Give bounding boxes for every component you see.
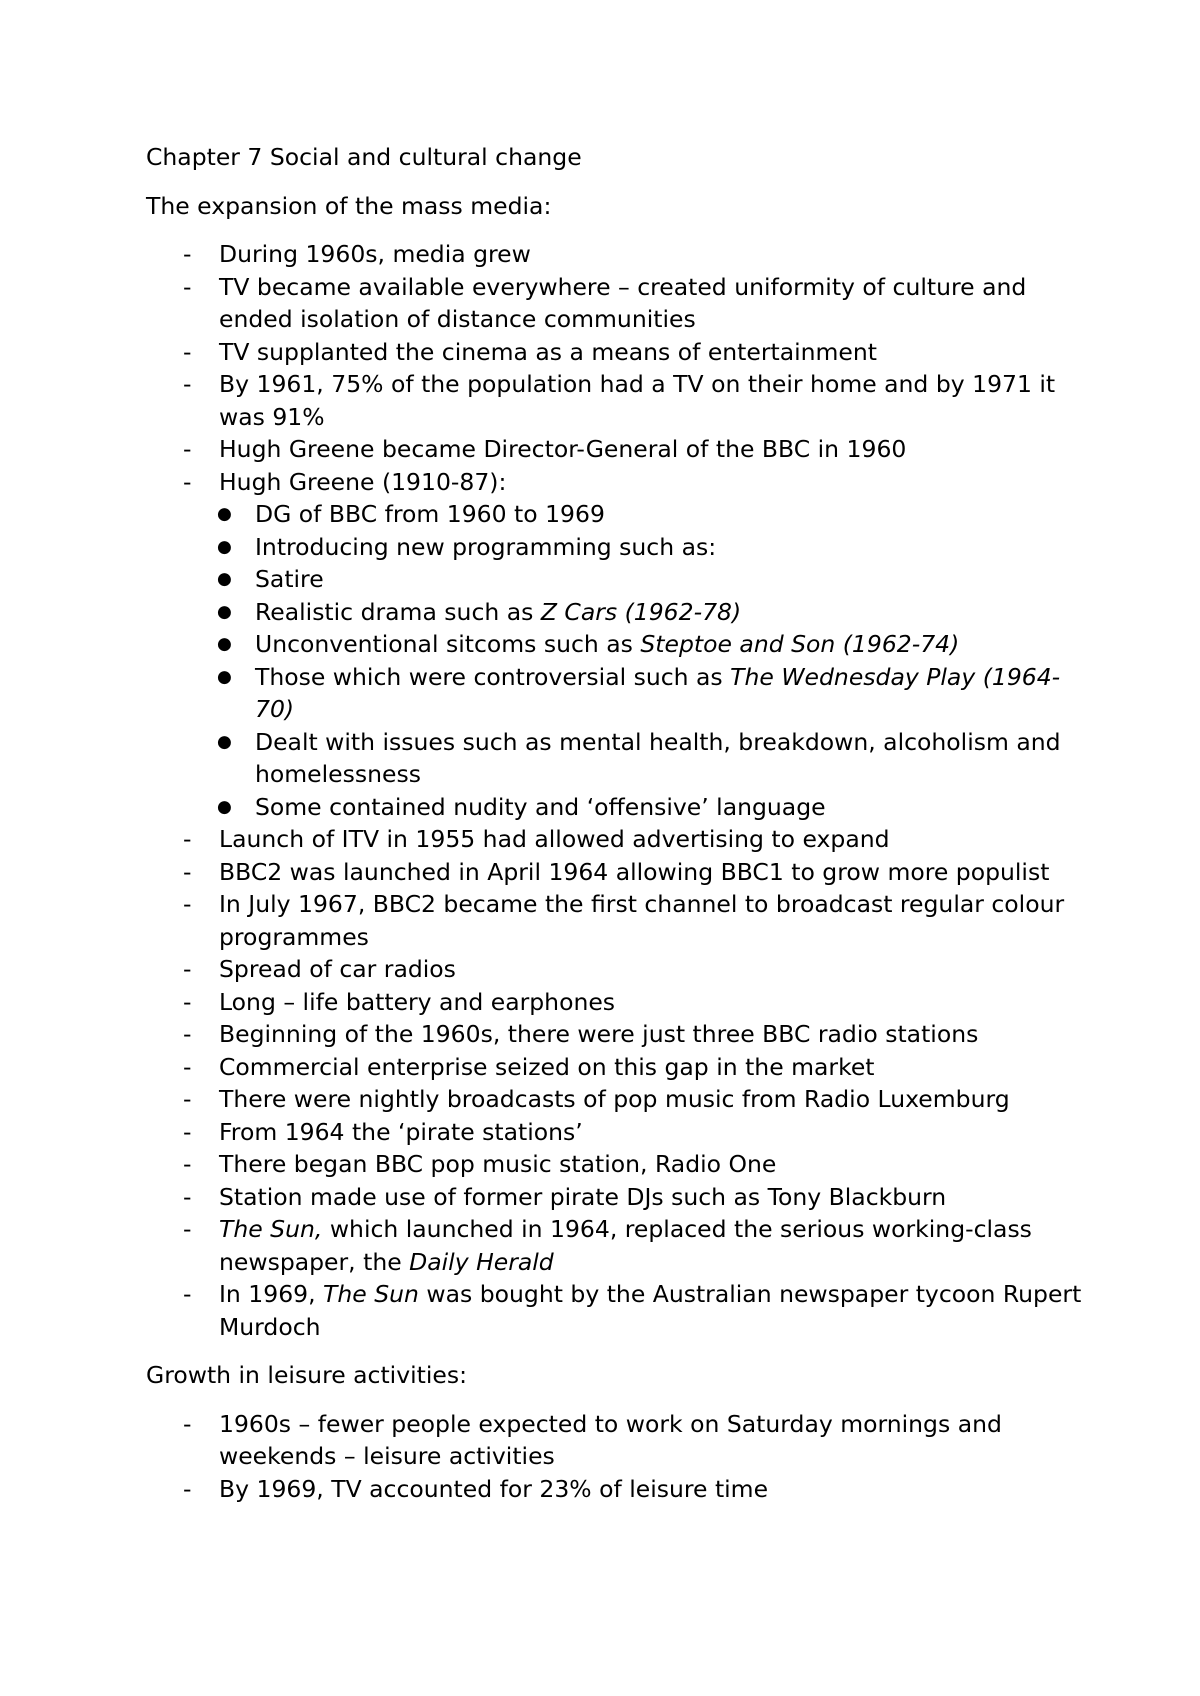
list-item xyxy=(146,953,1096,986)
sub-list-item-text: Those which were controversial such as xyxy=(255,662,731,691)
list-item xyxy=(146,368,1096,433)
dash-marker: - xyxy=(183,435,192,463)
newspaper-title-daily-herald: Daily Herald xyxy=(409,1247,554,1276)
list-item-text: There were nightly broadcasts of pop music from Radio Luxemburg xyxy=(219,1085,1010,1113)
list-item-text: During 1960s, media grew xyxy=(219,240,531,268)
dash-marker: - xyxy=(183,1215,192,1243)
list-item xyxy=(146,1116,1096,1149)
dash-marker: - xyxy=(183,1020,192,1048)
dash-marker: - xyxy=(183,370,192,398)
programme-title-steptoe: Steptoe and Son (1962-74) xyxy=(640,630,960,658)
section-heading-mass-media: The expansion of the mass media: xyxy=(146,191,552,220)
sub-list-item xyxy=(146,596,1096,629)
dash-marker: - xyxy=(183,825,192,853)
list-item xyxy=(146,986,1096,1019)
dash-marker: - xyxy=(183,1150,192,1178)
sub-list-item xyxy=(146,726,1096,791)
list-item xyxy=(146,336,1096,369)
list-item-text: Launch of ITV in 1955 had allowed advertising to expand xyxy=(219,825,890,853)
dash-marker: - xyxy=(183,272,192,301)
dash-marker: - xyxy=(183,337,192,366)
sub-list-item-text: Introducing new programming such as: xyxy=(255,532,717,561)
list-item xyxy=(146,888,1096,953)
sub-list-item-text: Realistic drama such as xyxy=(255,597,541,626)
list-item-text: In 1969, xyxy=(219,1280,324,1308)
bullet-marker: ● xyxy=(217,536,232,557)
sub-list-item xyxy=(146,498,1096,531)
sub-list-item xyxy=(146,531,1096,564)
dash-marker: - xyxy=(183,1409,192,1438)
bullet-marker: ● xyxy=(217,634,232,654)
list-item xyxy=(146,1018,1096,1051)
list-item-text: Long – life battery and earphones xyxy=(219,987,616,1016)
list-item-text: From 1964 the ‘pirate stations’ xyxy=(219,1117,583,1146)
list-item-text: Spread of car radios xyxy=(219,955,456,983)
mass-media-list-continued xyxy=(146,823,1096,1343)
list-item xyxy=(146,1051,1096,1084)
programme-title-wednesday-play: The Wednesday Play (1964-70) xyxy=(255,662,1061,723)
list-item xyxy=(146,1181,1096,1214)
leisure-list xyxy=(146,1408,1096,1506)
list-item-text: Hugh Greene (1910-87): xyxy=(219,467,507,496)
list-item-text: By 1961, 75% of the population had a TV on their home and by 1971 it was 91% xyxy=(219,370,1056,431)
list-item xyxy=(146,1083,1096,1116)
list-item-text: By 1969, TV accounted for 23% of leisure time xyxy=(219,1474,769,1503)
bullet-marker: ● xyxy=(217,796,232,817)
dash-marker: - xyxy=(183,890,192,918)
bullet-marker: ● xyxy=(217,731,232,752)
dash-marker: - xyxy=(183,857,192,886)
dash-marker: - xyxy=(183,1474,192,1503)
programme-title-z-cars: Z Cars (1962-78) xyxy=(540,597,742,626)
sub-list-item-text: Some contained nudity and ‘offensive’ language xyxy=(255,792,826,821)
sub-list-item xyxy=(146,628,1096,661)
document-body xyxy=(146,141,1096,1521)
list-item-text: In July 1967, BBC2 became the first channel to broadcast regular colour programmes xyxy=(219,890,1065,951)
list-item xyxy=(146,1213,1096,1278)
bullet-marker: ● xyxy=(217,666,232,687)
list-item-text: BBC2 was launched in April 1964 allowing BBC1 to grow more populist xyxy=(219,857,1050,886)
list-item-text: There began BBC pop music station, Radio One xyxy=(219,1150,777,1178)
page-title: Chapter 7 Social and cultural change xyxy=(146,143,582,171)
bullet-marker: ● xyxy=(217,504,232,524)
newspaper-title-the-sun: The Sun, xyxy=(219,1215,323,1243)
list-item xyxy=(146,856,1096,889)
dash-marker: - xyxy=(183,955,192,983)
list-item-text: TV supplanted the cinema as a means of entertainment xyxy=(219,337,877,366)
bullet-marker: ● xyxy=(217,601,232,622)
newspaper-title-the-sun: The Sun xyxy=(323,1280,419,1308)
sub-list-item-text: Unconventional sitcoms such as xyxy=(255,630,641,658)
sub-list-item xyxy=(146,563,1096,596)
list-item xyxy=(146,238,1096,271)
list-item-text: Commercial enterprise seized on this gap in the market xyxy=(219,1052,875,1081)
sub-list-item-text: DG of BBC from 1960 to 1969 xyxy=(255,500,605,528)
list-item-text: which launched in 1964, replaced the serious working-class newspaper, the xyxy=(219,1215,1032,1276)
list-item xyxy=(146,271,1096,336)
list-item-text: 1960s – fewer people expected to work on Saturday mornings and weekends – leisure activities xyxy=(219,1409,1002,1470)
dash-marker: - xyxy=(183,1117,192,1146)
list-item xyxy=(146,1278,1096,1343)
dash-marker: - xyxy=(183,987,192,1016)
dash-marker: - xyxy=(183,1085,192,1113)
dash-marker: - xyxy=(183,1052,192,1081)
dash-marker: - xyxy=(183,467,192,496)
sub-list-item-text: Satire xyxy=(255,565,324,593)
list-item xyxy=(146,823,1096,856)
list-item xyxy=(146,1148,1096,1181)
sub-list-item xyxy=(146,661,1096,726)
dash-marker: - xyxy=(183,1182,192,1211)
section-heading-leisure: Growth in leisure activities: xyxy=(146,1361,468,1389)
bullet-marker: ● xyxy=(217,569,232,589)
dash-marker: - xyxy=(183,1280,192,1308)
sub-list-item xyxy=(146,791,1096,824)
list-item xyxy=(146,466,1096,499)
list-item xyxy=(146,1408,1096,1473)
sub-list-item-text: Dealt with issues such as mental health, breakdown, alcoholism and homelessness xyxy=(255,727,1061,788)
dash-marker: - xyxy=(183,240,192,268)
list-item-text: Station made use of former pirate DJs such as Tony Blackburn xyxy=(219,1182,947,1211)
list-item-text: was bought by the Australian newspaper tycoon Rupert Murdoch xyxy=(219,1280,1082,1341)
list-item xyxy=(146,433,1096,466)
hugh-greene-sublist xyxy=(146,498,1096,823)
list-item-text: Hugh Greene became Director-General of the BBC in 1960 xyxy=(219,435,907,463)
list-item-text: TV became available everywhere – created uniformity of culture and ended isolation of distance communities xyxy=(219,272,1027,333)
list-item-text: Beginning of the 1960s, there were just three BBC radio stations xyxy=(219,1020,979,1048)
mass-media-list xyxy=(146,238,1096,498)
list-item xyxy=(146,1473,1096,1506)
